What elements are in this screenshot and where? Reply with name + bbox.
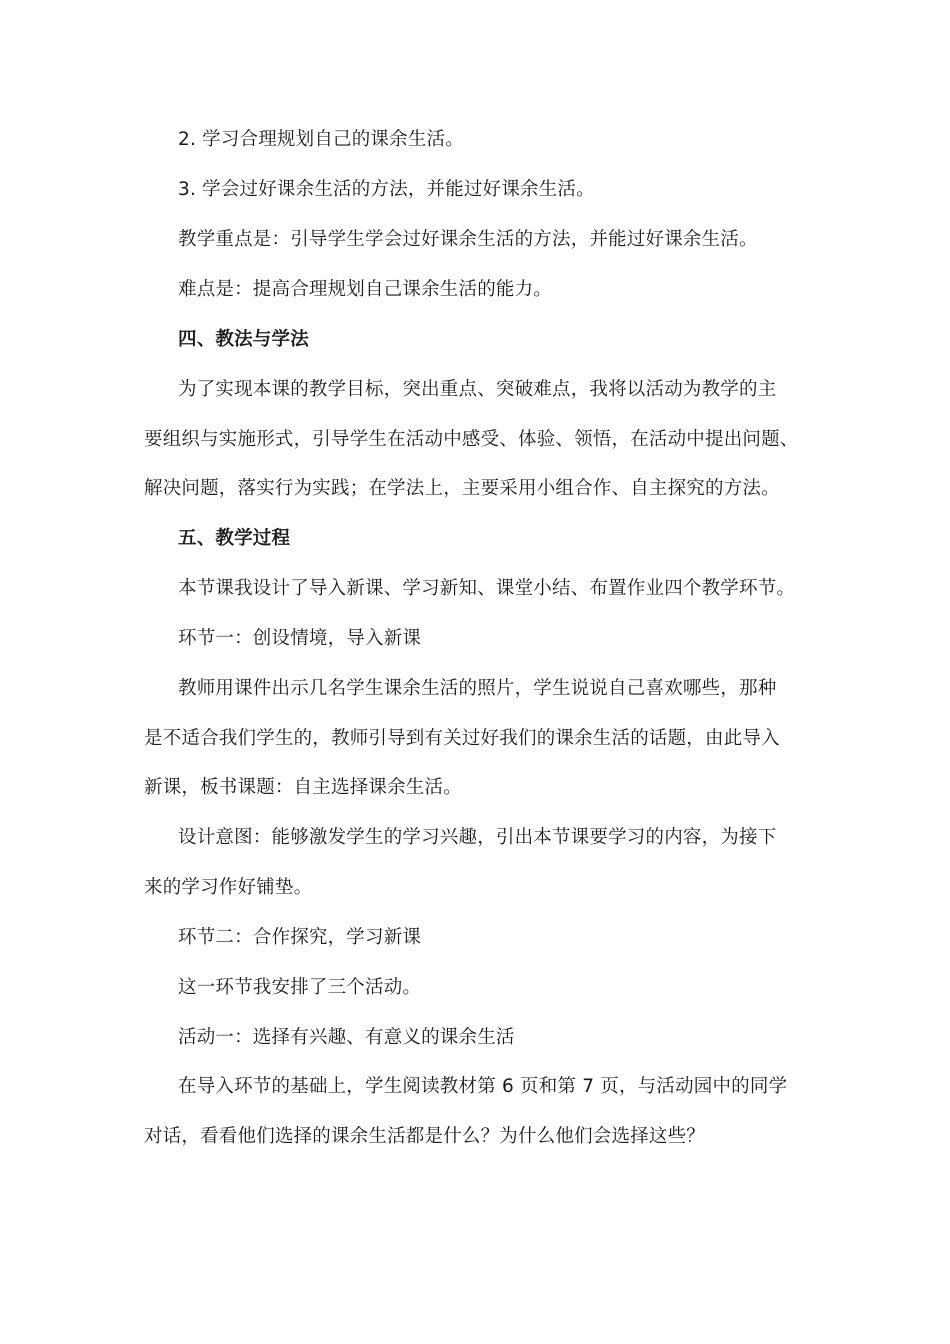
activity-one-heading: 活动一：选择有兴趣、有意义的课余生活 [178,1027,515,1048]
section-heading-methods: 四、教法与学法 [178,329,309,350]
paragraph-line: 教师用课件出示几名学生课余生活的照片，学生说说自己喜欢哪些，那种 [178,678,777,699]
section-heading-process: 五、教学过程 [178,528,291,549]
teaching-difficulty: 难点是：提高合理规划自己课余生活的能力。 [178,279,553,300]
paragraph-line: 是不适合我们学生的，教师引导到有关过好我们的课余生活的话题，由此导入 [144,728,780,749]
paragraph-line: 新课，板书课题：自主选择课余生活。 [144,777,462,798]
step-two-heading: 环节二：合作探究，学习新课 [178,927,422,948]
paragraph-line: 本节课我设计了导入新课、学习新知、课堂小结、布置作业四个教学环节。 [178,578,796,599]
paragraph-line: 设计意图：能够激发学生的学习兴趣，引出本节课要学习的内容，为接下 [178,827,777,848]
objective-3: 3. 学会过好课余生活的方法，并能过好课余生活。 [178,179,595,200]
paragraph-line: 这一环节我安排了三个活动。 [178,977,422,998]
teaching-key-point: 教学重点是：引导学生学会过好课余生活的方法，并能过好课余生活。 [178,229,758,250]
step-one-heading: 环节一：创设情境，导入新课 [178,628,422,649]
paragraph-line: 对话，看看他们选择的课余生活都是什么？为什么他们会选择这些？ [144,1126,706,1147]
paragraph-line: 要组织与实施形式，引导学生在活动中感受、体验、领悟，在活动中提出问题、 [144,429,799,450]
paragraph-line: 为了实现本课的教学目标，突出重点、突破难点，我将以活动为教学的主 [178,379,777,400]
objective-2: 2. 学习合理规划自己的课余生活。 [178,129,464,150]
paragraph-line: 解决问题，落实行为实践；在学法上，主要采用小组合作、自主探究的方法。 [144,478,780,499]
paragraph-line: 来的学习作好铺垫。 [144,877,313,898]
paragraph-line: 在导入环节的基础上，学生阅读教材第 6 页和第 7 页，与活动园中的同学 [178,1076,788,1097]
